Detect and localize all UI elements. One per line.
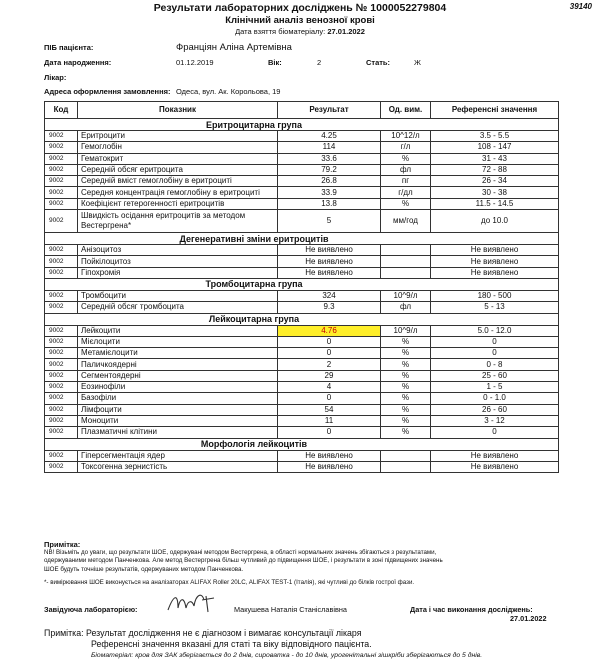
cell-indicator: Анізоцитоз bbox=[78, 245, 278, 256]
age-value: 2 bbox=[317, 58, 322, 67]
signature-mark bbox=[166, 590, 218, 616]
cell-result: 0 bbox=[278, 393, 381, 404]
group-header-row bbox=[45, 119, 559, 131]
cell-indicator: Пойкілоцитоз bbox=[78, 256, 278, 267]
group-title: Морфологія лейкоцитів bbox=[78, 438, 431, 450]
cell-indicator: Коефіцієнт гетерогенності еритроцитів bbox=[78, 198, 278, 209]
footer-line-1 bbox=[44, 628, 482, 639]
cell-unit: г/л bbox=[381, 142, 431, 153]
table-row bbox=[45, 176, 559, 187]
header-result: Результат bbox=[278, 102, 381, 119]
cell-indicator: Сегментоядерні bbox=[78, 370, 278, 381]
sample-date-value: 27.01.2022 bbox=[327, 27, 365, 36]
group-header-right bbox=[431, 233, 559, 245]
group-title: Еритроцитарна група bbox=[78, 119, 431, 131]
table-row bbox=[45, 198, 559, 209]
table-row bbox=[45, 450, 559, 461]
table-row bbox=[45, 142, 559, 153]
cell-indicator: Тромбоцити bbox=[78, 290, 278, 301]
cell-reference: 72 - 88 bbox=[431, 164, 559, 175]
cell-reference: 180 - 500 bbox=[431, 290, 559, 301]
cell-code: 9002 bbox=[45, 256, 78, 267]
cell-result: 2 bbox=[278, 359, 381, 370]
cell-result: 324 bbox=[278, 290, 381, 301]
cell-indicator: Гіпохромія bbox=[78, 267, 278, 278]
table-row bbox=[45, 370, 559, 381]
cell-code: 9002 bbox=[45, 142, 78, 153]
cell-result: Не виявлено bbox=[278, 461, 381, 472]
group-header-left bbox=[45, 438, 78, 450]
patient-name: Франціян Аліна Артемівна bbox=[176, 42, 292, 53]
cell-reference: Не виявлено bbox=[431, 245, 559, 256]
cell-unit: % bbox=[381, 198, 431, 209]
header-code: Код bbox=[45, 102, 78, 119]
cell-indicator: Базофіли bbox=[78, 393, 278, 404]
footer-text-3: Біоматеріал: кров для ЗАК зберігається до 2 днів, сироватка - до 10 днів, урогенітальні зішкріби зберігаються до 5 днів. bbox=[91, 652, 483, 659]
cell-code: 9002 bbox=[45, 404, 78, 415]
cell-code: 9002 bbox=[45, 302, 78, 313]
corner-id: 39140 bbox=[569, 2, 592, 11]
cell-code: 9002 bbox=[45, 415, 78, 426]
report-subtitle: Клінічний аналіз венозної крові bbox=[225, 15, 375, 26]
sex-label: Стать: bbox=[366, 58, 391, 67]
table-row bbox=[45, 348, 559, 359]
cell-reference: 0 - 1.0 bbox=[431, 393, 559, 404]
cell-unit: % bbox=[381, 427, 431, 438]
cell-reference: 1 - 5 bbox=[431, 382, 559, 393]
cell-result: 0 bbox=[278, 336, 381, 347]
cell-reference: до 10.0 bbox=[431, 210, 559, 233]
header-unit: Од. вим. bbox=[381, 102, 431, 119]
age-label: Вік: bbox=[268, 58, 282, 67]
cell-code: 9002 bbox=[45, 131, 78, 142]
table-row bbox=[45, 393, 559, 404]
table-row bbox=[45, 256, 559, 267]
cell-code: 9002 bbox=[45, 359, 78, 370]
cell-unit: 10^9/л bbox=[381, 325, 431, 336]
notes-heading: Примітка: bbox=[44, 540, 81, 549]
notes-nb-line-3: ШОЕ будуть точніше результатів, одержуваних методом Панченкова. bbox=[44, 565, 244, 573]
cell-indicator: Гемоглобін bbox=[78, 142, 278, 153]
cell-unit: % bbox=[381, 382, 431, 393]
results-table bbox=[44, 101, 559, 473]
cell-result: 33.6 bbox=[278, 153, 381, 164]
cell-code: 9002 bbox=[45, 370, 78, 381]
cell-code: 9002 bbox=[45, 348, 78, 359]
cell-indicator: Лімфоцити bbox=[78, 404, 278, 415]
cell-indicator: Середній обсяг тромбоцита bbox=[78, 302, 278, 313]
sample-date-label: Дата взяття біоматеріалу: bbox=[235, 27, 326, 36]
cell-unit: % bbox=[381, 348, 431, 359]
cell-reference: 26 - 34 bbox=[431, 176, 559, 187]
cell-code: 9002 bbox=[45, 198, 78, 209]
group-header-row bbox=[45, 278, 559, 290]
notes-star: *- вимірювання ШОЕ виконується на аналізаторах ALIFAX Roller 20LC, ALIFAX TEST-1 (Італія), які чутливі до білків гострої фази. bbox=[44, 578, 415, 586]
cell-code: 9002 bbox=[45, 290, 78, 301]
group-header-right bbox=[431, 278, 559, 290]
cell-result: Не виявлено bbox=[278, 256, 381, 267]
cell-indicator: Токсогенна зернистість bbox=[78, 461, 278, 472]
table-row bbox=[45, 245, 559, 256]
table-row bbox=[45, 302, 559, 313]
cell-reference: Не виявлено bbox=[431, 450, 559, 461]
footer-label: Примітка: bbox=[44, 628, 84, 638]
patient-name-label: ПІБ пацієнта: bbox=[44, 43, 94, 52]
cell-indicator: Мієлоцити bbox=[78, 336, 278, 347]
footer-text-1: Результат дослідження не є діагнозом і вимагає консультації лікаря bbox=[86, 628, 362, 638]
cell-indicator: Гематокрит bbox=[78, 153, 278, 164]
cell-code: 9002 bbox=[45, 393, 78, 404]
cell-reference: 25 - 60 bbox=[431, 370, 559, 381]
cell-reference: Не виявлено bbox=[431, 267, 559, 278]
group-header-left bbox=[45, 278, 78, 290]
table-row bbox=[45, 164, 559, 175]
cell-code: 9002 bbox=[45, 427, 78, 438]
cell-result: 4.76 bbox=[278, 325, 381, 336]
cell-indicator: Еозинофіли bbox=[78, 382, 278, 393]
footer-line-2: Референсні значення вказані для статі та віку відповідного пацієнта. bbox=[91, 638, 372, 649]
table-header-row bbox=[45, 102, 559, 119]
group-header-row bbox=[45, 233, 559, 245]
cell-reference: 0 bbox=[431, 427, 559, 438]
doctor-label: Лікар: bbox=[44, 73, 67, 82]
group-header-right bbox=[431, 313, 559, 325]
date-label: Дата і час виконання досліджень: bbox=[410, 605, 533, 614]
notes-nb-line-1: NB! Візьміть до уваги, що результати ШОЕ, одержувані методом Вестергрена, в області нормальних значень збігаються з результатами, bbox=[44, 549, 437, 557]
cell-indicator: Метамієлоцити bbox=[78, 348, 278, 359]
notes-block bbox=[44, 541, 564, 587]
cell-code: 9002 bbox=[45, 210, 78, 233]
cell-code: 9002 bbox=[45, 176, 78, 187]
cell-result: 0 bbox=[278, 348, 381, 359]
table-row bbox=[45, 153, 559, 164]
table-row bbox=[45, 359, 559, 370]
cell-indicator: Паличкоядерні bbox=[78, 359, 278, 370]
cell-indicator: Середній обсяг еритроцита bbox=[78, 164, 278, 175]
cell-unit: фл bbox=[381, 164, 431, 175]
cell-result: Не виявлено bbox=[278, 245, 381, 256]
cell-code: 9002 bbox=[45, 267, 78, 278]
header-reference: Референсні значення bbox=[431, 102, 559, 119]
table-row bbox=[45, 427, 559, 438]
sex-value: Ж bbox=[414, 58, 421, 67]
group-header-left bbox=[45, 119, 78, 131]
table-row bbox=[45, 461, 559, 472]
cell-unit bbox=[381, 256, 431, 267]
cell-unit: пг bbox=[381, 176, 431, 187]
cell-code: 9002 bbox=[45, 325, 78, 336]
cell-result: 79.2 bbox=[278, 164, 381, 175]
cell-unit: г/дл bbox=[381, 187, 431, 198]
table-row bbox=[45, 404, 559, 415]
group-header-row bbox=[45, 438, 559, 450]
cell-code: 9002 bbox=[45, 382, 78, 393]
cell-result: 11 bbox=[278, 415, 381, 426]
cell-unit: % bbox=[381, 153, 431, 164]
cell-unit: % bbox=[381, 404, 431, 415]
table-row bbox=[45, 187, 559, 198]
cell-unit: мм/год bbox=[381, 210, 431, 233]
cell-reference: 11.5 - 14.5 bbox=[431, 198, 559, 209]
cell-reference: 0 bbox=[431, 336, 559, 347]
table-row bbox=[45, 131, 559, 142]
cell-unit: 10^12/л bbox=[381, 131, 431, 142]
cell-indicator: Середній вміст гемоглобіну в еритроциті bbox=[78, 176, 278, 187]
cell-result: 5 bbox=[278, 210, 381, 233]
cell-indicator: Моноцити bbox=[78, 415, 278, 426]
cell-reference: 31 - 43 bbox=[431, 153, 559, 164]
cell-code: 9002 bbox=[45, 336, 78, 347]
cell-code: 9002 bbox=[45, 245, 78, 256]
cell-reference: 3.5 - 5.5 bbox=[431, 131, 559, 142]
group-title: Тромбоцитарна група bbox=[78, 278, 431, 290]
cell-unit: % bbox=[381, 393, 431, 404]
cell-unit: % bbox=[381, 370, 431, 381]
table-row bbox=[45, 267, 559, 278]
cell-indicator: Плазматичні клітини bbox=[78, 427, 278, 438]
group-title: Дегенеративні зміни еритроцитів bbox=[78, 233, 431, 245]
cell-reference: 3 - 12 bbox=[431, 415, 559, 426]
report-title bbox=[0, 2, 600, 14]
notes-nb-line-2: одержуваними методом Панченкова. Але метод Вестергрена більш чутливий до підвищення ШОЕ, і результати в зоні підвищених значень bbox=[44, 557, 443, 565]
cell-reference: 5.0 - 12.0 bbox=[431, 325, 559, 336]
dob-value: 01.12.2019 bbox=[176, 58, 214, 67]
cell-result: 26.8 bbox=[278, 176, 381, 187]
cell-unit bbox=[381, 267, 431, 278]
cell-reference: 0 - 8 bbox=[431, 359, 559, 370]
group-header-right bbox=[431, 119, 559, 131]
cell-result: 114 bbox=[278, 142, 381, 153]
cell-result: 54 bbox=[278, 404, 381, 415]
table-row bbox=[45, 325, 559, 336]
cell-indicator: Швидкість осідання еритроцитів за методом Вестергрена* bbox=[78, 210, 278, 233]
cell-indicator: Середня концентрація гемоглобіну в еритроциті bbox=[78, 187, 278, 198]
table-row bbox=[45, 415, 559, 426]
group-header-right bbox=[431, 438, 559, 450]
cell-unit: фл bbox=[381, 302, 431, 313]
cell-unit: % bbox=[381, 336, 431, 347]
cell-result: Не виявлено bbox=[278, 267, 381, 278]
cell-reference: 0 bbox=[431, 348, 559, 359]
address-label: Адреса оформлення замовлення: bbox=[44, 87, 171, 96]
results-body bbox=[45, 119, 559, 473]
group-title: Лейкоцитарна група bbox=[78, 313, 431, 325]
cell-unit: % bbox=[381, 359, 431, 370]
head-name: Макушева Наталія Станіславівна bbox=[234, 605, 347, 614]
date-value: 27.01.2022 bbox=[510, 614, 547, 623]
cell-result: 4.25 bbox=[278, 131, 381, 142]
cell-unit bbox=[381, 245, 431, 256]
cell-unit bbox=[381, 450, 431, 461]
cell-unit: % bbox=[381, 415, 431, 426]
cell-reference: 108 - 147 bbox=[431, 142, 559, 153]
footer-line-3 bbox=[44, 649, 482, 662]
cell-reference: 5 - 13 bbox=[431, 302, 559, 313]
cell-reference: Не виявлено bbox=[431, 256, 559, 267]
cell-code: 9002 bbox=[45, 153, 78, 164]
table-row bbox=[45, 290, 559, 301]
cell-code: 9002 bbox=[45, 461, 78, 472]
cell-reference: 26 - 60 bbox=[431, 404, 559, 415]
head-label: Завідуюча лабораторією: bbox=[44, 605, 138, 614]
cell-result: 4 bbox=[278, 382, 381, 393]
header-indicator: Показник bbox=[78, 102, 278, 119]
footer-block bbox=[44, 628, 482, 662]
report-number: № 1000052279804 bbox=[355, 2, 447, 14]
cell-code: 9002 bbox=[45, 450, 78, 461]
cell-unit: 10^9/л bbox=[381, 290, 431, 301]
group-header-left bbox=[45, 313, 78, 325]
cell-indicator: Гіперсегментація ядер bbox=[78, 450, 278, 461]
cell-result: 29 bbox=[278, 370, 381, 381]
address-value: Одеса, вул. Ак. Корольова, 19 bbox=[176, 87, 281, 96]
cell-unit bbox=[381, 461, 431, 472]
cell-reference: 30 - 38 bbox=[431, 187, 559, 198]
cell-code: 9002 bbox=[45, 164, 78, 175]
table-row bbox=[45, 382, 559, 393]
group-header-row bbox=[45, 313, 559, 325]
report-title-text: Результати лабораторних досліджень bbox=[153, 2, 353, 14]
cell-reference: Не виявлено bbox=[431, 461, 559, 472]
cell-result: 13.8 bbox=[278, 198, 381, 209]
cell-result: 0 bbox=[278, 427, 381, 438]
dob-label: Дата народження: bbox=[44, 58, 112, 67]
table-row bbox=[45, 210, 559, 233]
cell-indicator: Лейкоцити bbox=[78, 325, 278, 336]
cell-result: 33.9 bbox=[278, 187, 381, 198]
cell-result: Не виявлено bbox=[278, 450, 381, 461]
group-header-left bbox=[45, 233, 78, 245]
cell-indicator: Еритроцити bbox=[78, 131, 278, 142]
table-row bbox=[45, 336, 559, 347]
cell-code: 9002 bbox=[45, 187, 78, 198]
cell-result: 9.3 bbox=[278, 302, 381, 313]
sample-date bbox=[0, 27, 600, 36]
